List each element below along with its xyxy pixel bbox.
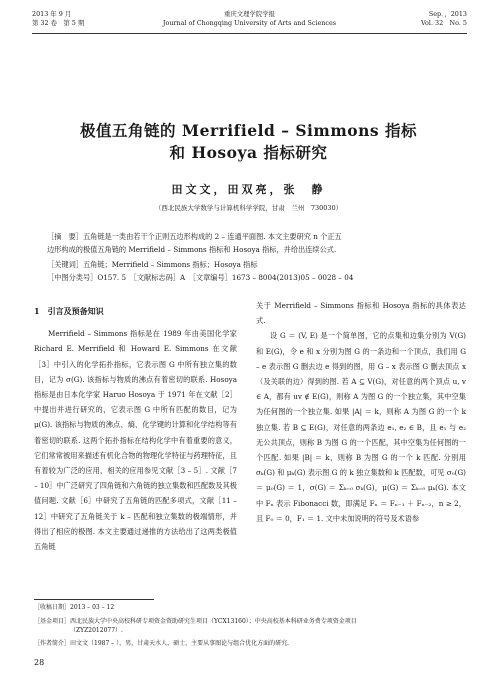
abstract-line1: ［摘 要］五角链是一类由若干个正则五边形构成的 2 – 连通平面图. 本文主要研究 n 个正五 (47, 232, 342, 241)
section-heading: 1 引言及预备知识 (34, 306, 104, 316)
classification-codes: ［中图分类号］O157. 5 ［文献标志码］A ［文章编号］1673 – 8004(2013)05 – 0028 – 04 (47, 273, 354, 282)
continued-paragraph: 关于 Merrifield – Simmons 指标和 Hosoya 指标的具体表达式. (256, 301, 466, 326)
affiliation: （西北民族大学数学与计算机科学学院，甘肃 兰州 730030） (154, 204, 343, 212)
footnote-rule (34, 599, 154, 600)
footnote-received: ［收稿日期］2013 – 03 – 12 (34, 604, 115, 611)
header-right: Sep．，2013 Vol. 32 No. 5 (421, 10, 467, 27)
keywords: ［关键词］五角链；Merrifield – Simmons 指标；Hosoya 指标 (47, 260, 258, 269)
header-journal: 重庆文理学院学报 Journal of Chongqing University of Arts and Sciences (162, 10, 337, 27)
header-rule (32, 33, 467, 34)
header-left: 2013 年 9 月 第 32 卷 第 5 期 (32, 10, 85, 27)
footnote-fund-cont: （ZYZ2012077）. (70, 627, 123, 634)
authors: 田文文，田双亮，张 静 (171, 183, 326, 196)
paper-title-line2: 和 Hosoya 指标研究 (169, 143, 328, 162)
definitions-paragraph: 设 G ＝ (V, E) 是一个简单图，它的点集和边集分别为 V(G) 和 E(G)，令 e 和 x 分别为图 G 的一条边和一个顶点，我们用 G – e 表示图 G 删去边 e 得到的图，用 G – x 表示图 G 删去顶点 x（及关联的边）得到的图. 若 A ⊆ V(G)，对任意的两个顶点 u, v ∈ A，都有 uv ∉ E(G)，则称 A 为图 G 的一个独立集，其中空集为任何图的一个独立集. 如果 |A| ＝ k，则称 A 为图 G 的一个 k 独立集. 若 B ⊆ E(G)，对任意的两条边 e₁, e₂ ∈ B，且 e₁ 与 e₂ 无公共顶点，则称 B 为图 G 的一个匹配，其中空集为任何图的一个匹配. 如果 |B| ＝ k，则称 B 为图 G 的一个 k 匹配. 分别用 σₖ(G) 和 μₖ(G) 表示图 G 的 k 独立集数和 k 匹配数，可见 σ₀(G) ＝ μ₀(G) ＝ 1，σ(G) ＝ Σₖ₌₀ σₖ(G)，μ(G) ＝ Σₖ₌₀ μₖ(G). 本文中 Fₙ 表示 Fibonacci 数，即满足 Fₙ ＝ Fₙ₋₁ ＋ Fₙ₋₂，n ≥ 2，且 F₀ ＝ 0，F₁ ＝ 1. 文中未加说明的符号及术语参 (256, 331, 466, 523)
footnote-author: ［作者简介］田文文（1987 – ），男，甘肃天水人，硕士，主要从事图论与组合优化方面的研究. (34, 640, 289, 647)
footnote-fund: ［基金项目］西北民族大学中央高校科研专项资金资助研究生项目（YCX13160）；中央高校基本科研业务费专项资金项目 (34, 618, 357, 625)
right-column (256, 298, 466, 526)
page-number: 28 (34, 658, 45, 667)
left-column (34, 298, 237, 554)
paper-title-line1: 极值五角链的 Merrifield – Simmons 指标 (80, 121, 417, 140)
abstract-line2: 边形构成的极值五角链的 Merrifield – Simmons 指标和 Hosoya 指标，并给出连续公式. (47, 245, 337, 254)
intro-paragraph: Merrifield – Simmons 指标是在 1989 年由美国化学家 Richard E. Merrifield 和 Howard E. Simmons 在文献［3］中引入的化学拓扑指标，它表示图 G 中所有独立集的数目，记为 σ(G). 该指标与物质的沸点有着密切的联系. Hosoya 指标是由日本化学家 Haruo Hosoya 于 1971 年在文献［2］中提出并进行研究的，它表示图 G 中所有匹配的数目，记为 μ(G). 该指标与物质的沸点、熵、化学键的计算和化学结构等有着密切的联系. 这两个拓扑指标在结构化学中有着重要的意义，它们常常被用来描述有机化合物的物理化学特征与药理特征，且有着较为广泛的应用，相关的应用参见文献［3 – 5］. 文献［7 – 10］中广泛研究了四角链和六角链的独立集数和匹配数及其极值问题. 文献［6］中研究了五角链的匹配多项式，文献［11 – 12］中研究了五角链关于 k – 匹配和独立集数的极端情形，并得出了相应的极图. 本文主要通过递推的方法给出了这两类极值五角链 (34, 329, 237, 552)
